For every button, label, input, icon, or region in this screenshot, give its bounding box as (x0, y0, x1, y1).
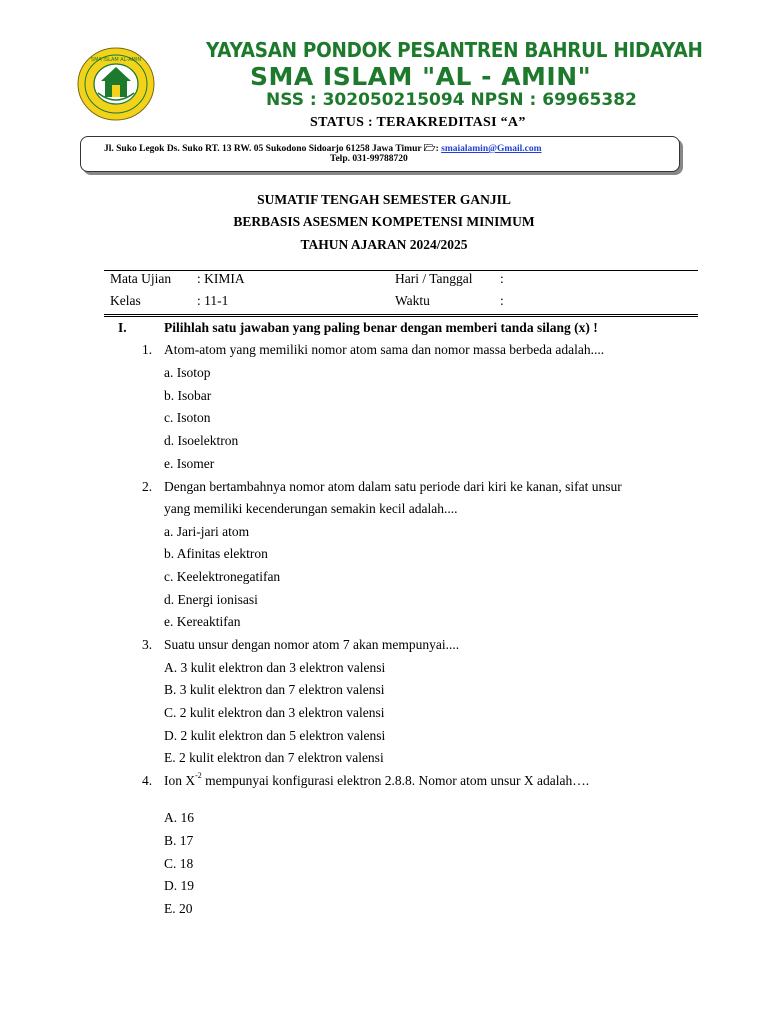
answer-option[interactable]: B. 17 (164, 833, 194, 848)
time-value: : (500, 293, 504, 308)
email-link[interactable]: smaialamin@Gmail.com (441, 144, 542, 154)
subject-value: : KIMIA (197, 271, 245, 286)
school-ids: NSS : 302050215094 NPSN : 69965382 (266, 90, 637, 110)
answer-option[interactable]: d. Isoelektron (164, 433, 239, 448)
foundation-name: YAYASAN PONDOK PESANTREN BAHRUL HIDAYAH (206, 38, 703, 62)
answer-option[interactable]: e. Isomer (164, 456, 215, 471)
section-number: I. (118, 320, 127, 335)
day-value: : (500, 271, 504, 286)
phone-text: Telp. 031-99788720 (330, 154, 408, 164)
ion-charge: -2 (195, 771, 202, 780)
mail-icon: 🗁: (423, 144, 439, 154)
address-text: Jl. Suko Legok Ds. Suko RT. 13 RW. 05 Sukodono Sidoarjo 61258 Jawa Timur (104, 144, 422, 154)
time-label: Waktu (395, 293, 430, 308)
answer-option[interactable]: e. Kereaktifan (164, 614, 241, 629)
answer-option[interactable]: C. 18 (164, 856, 194, 871)
answer-option[interactable]: d. Energi ionisasi (164, 592, 258, 607)
subject-label: Mata Ujian (110, 271, 172, 286)
answer-option[interactable]: A. 16 (164, 810, 194, 825)
question-number: 3. (142, 637, 153, 652)
answer-option[interactable]: c. Isoton (164, 410, 211, 425)
question-number: 2. (142, 479, 153, 494)
answer-option[interactable]: a. Isotop (164, 365, 211, 380)
exam-title: SUMATIF TENGAH SEMESTER GANJIL (257, 192, 511, 207)
class-value: : 11-1 (197, 293, 229, 308)
answer-option[interactable]: E. 20 (164, 901, 193, 916)
answer-option[interactable]: b. Afinitas elektron (164, 546, 268, 561)
question-text-pre: Ion X (164, 773, 196, 788)
question-number: 1. (142, 342, 153, 357)
question-text: Suatu unsur dengan nomor atom 7 akan mempunyai.... (164, 637, 460, 652)
day-label: Hari / Tanggal (395, 271, 473, 286)
answer-option[interactable]: c. Keelektronegatifan (164, 569, 281, 584)
answer-option[interactable]: E. 2 kulit elektron dan 7 elektron valensi (164, 750, 384, 765)
question-text-continued: yang memiliki kecenderungan semakin kecil adalah.... (164, 501, 458, 516)
address-line (104, 141, 542, 157)
school-name: SMA ISLAM "AL - AMIN" (250, 62, 592, 91)
academic-year: TAHUN AJARAN 2024/2025 (300, 237, 468, 252)
answer-option[interactable]: b. Isobar (164, 388, 212, 403)
question-text (164, 773, 589, 789)
exam-subtitle: BERBASIS ASESMEN KOMPETENSI MINIMUM (233, 214, 535, 229)
question-text: Atom-atom yang memiliki nomor atom sama dan nomor massa berbeda adalah.... (164, 342, 605, 357)
answer-option[interactable]: C. 2 kulit elektron dan 3 elektron valensi (164, 705, 385, 720)
accreditation-status: STATUS : TERAKREDITASI “A” (310, 115, 526, 130)
answer-option[interactable]: B. 3 kulit elektron dan 7 elektron valensi (164, 682, 385, 697)
answer-option[interactable]: a. Jari-jari atom (164, 524, 250, 539)
section-instruction: Pilihlah satu jawaban yang paling benar dengan memberi tanda silang (x) ! (164, 320, 598, 335)
class-label: Kelas (110, 293, 141, 308)
question-number: 4. (142, 773, 153, 788)
logo-lettering: SMA ISLAM AL-AMIN (90, 57, 142, 63)
question-text-post: mempunyai konfigurasi elektron 2.8.8. Nomor atom unsur X adalah…. (201, 773, 590, 788)
answer-option[interactable]: D. 2 kulit elektron dan 5 elektron valensi (164, 728, 386, 743)
answer-option[interactable]: D. 19 (164, 878, 194, 893)
answer-option[interactable]: A. 3 kulit elektron dan 3 elektron valensi (164, 660, 386, 675)
school-logo (77, 47, 155, 121)
question-text: Dengan bertambahnya nomor atom dalam satu periode dari kiri ke kanan, sifat unsur (164, 479, 622, 494)
info-bottom-rule (104, 314, 698, 317)
